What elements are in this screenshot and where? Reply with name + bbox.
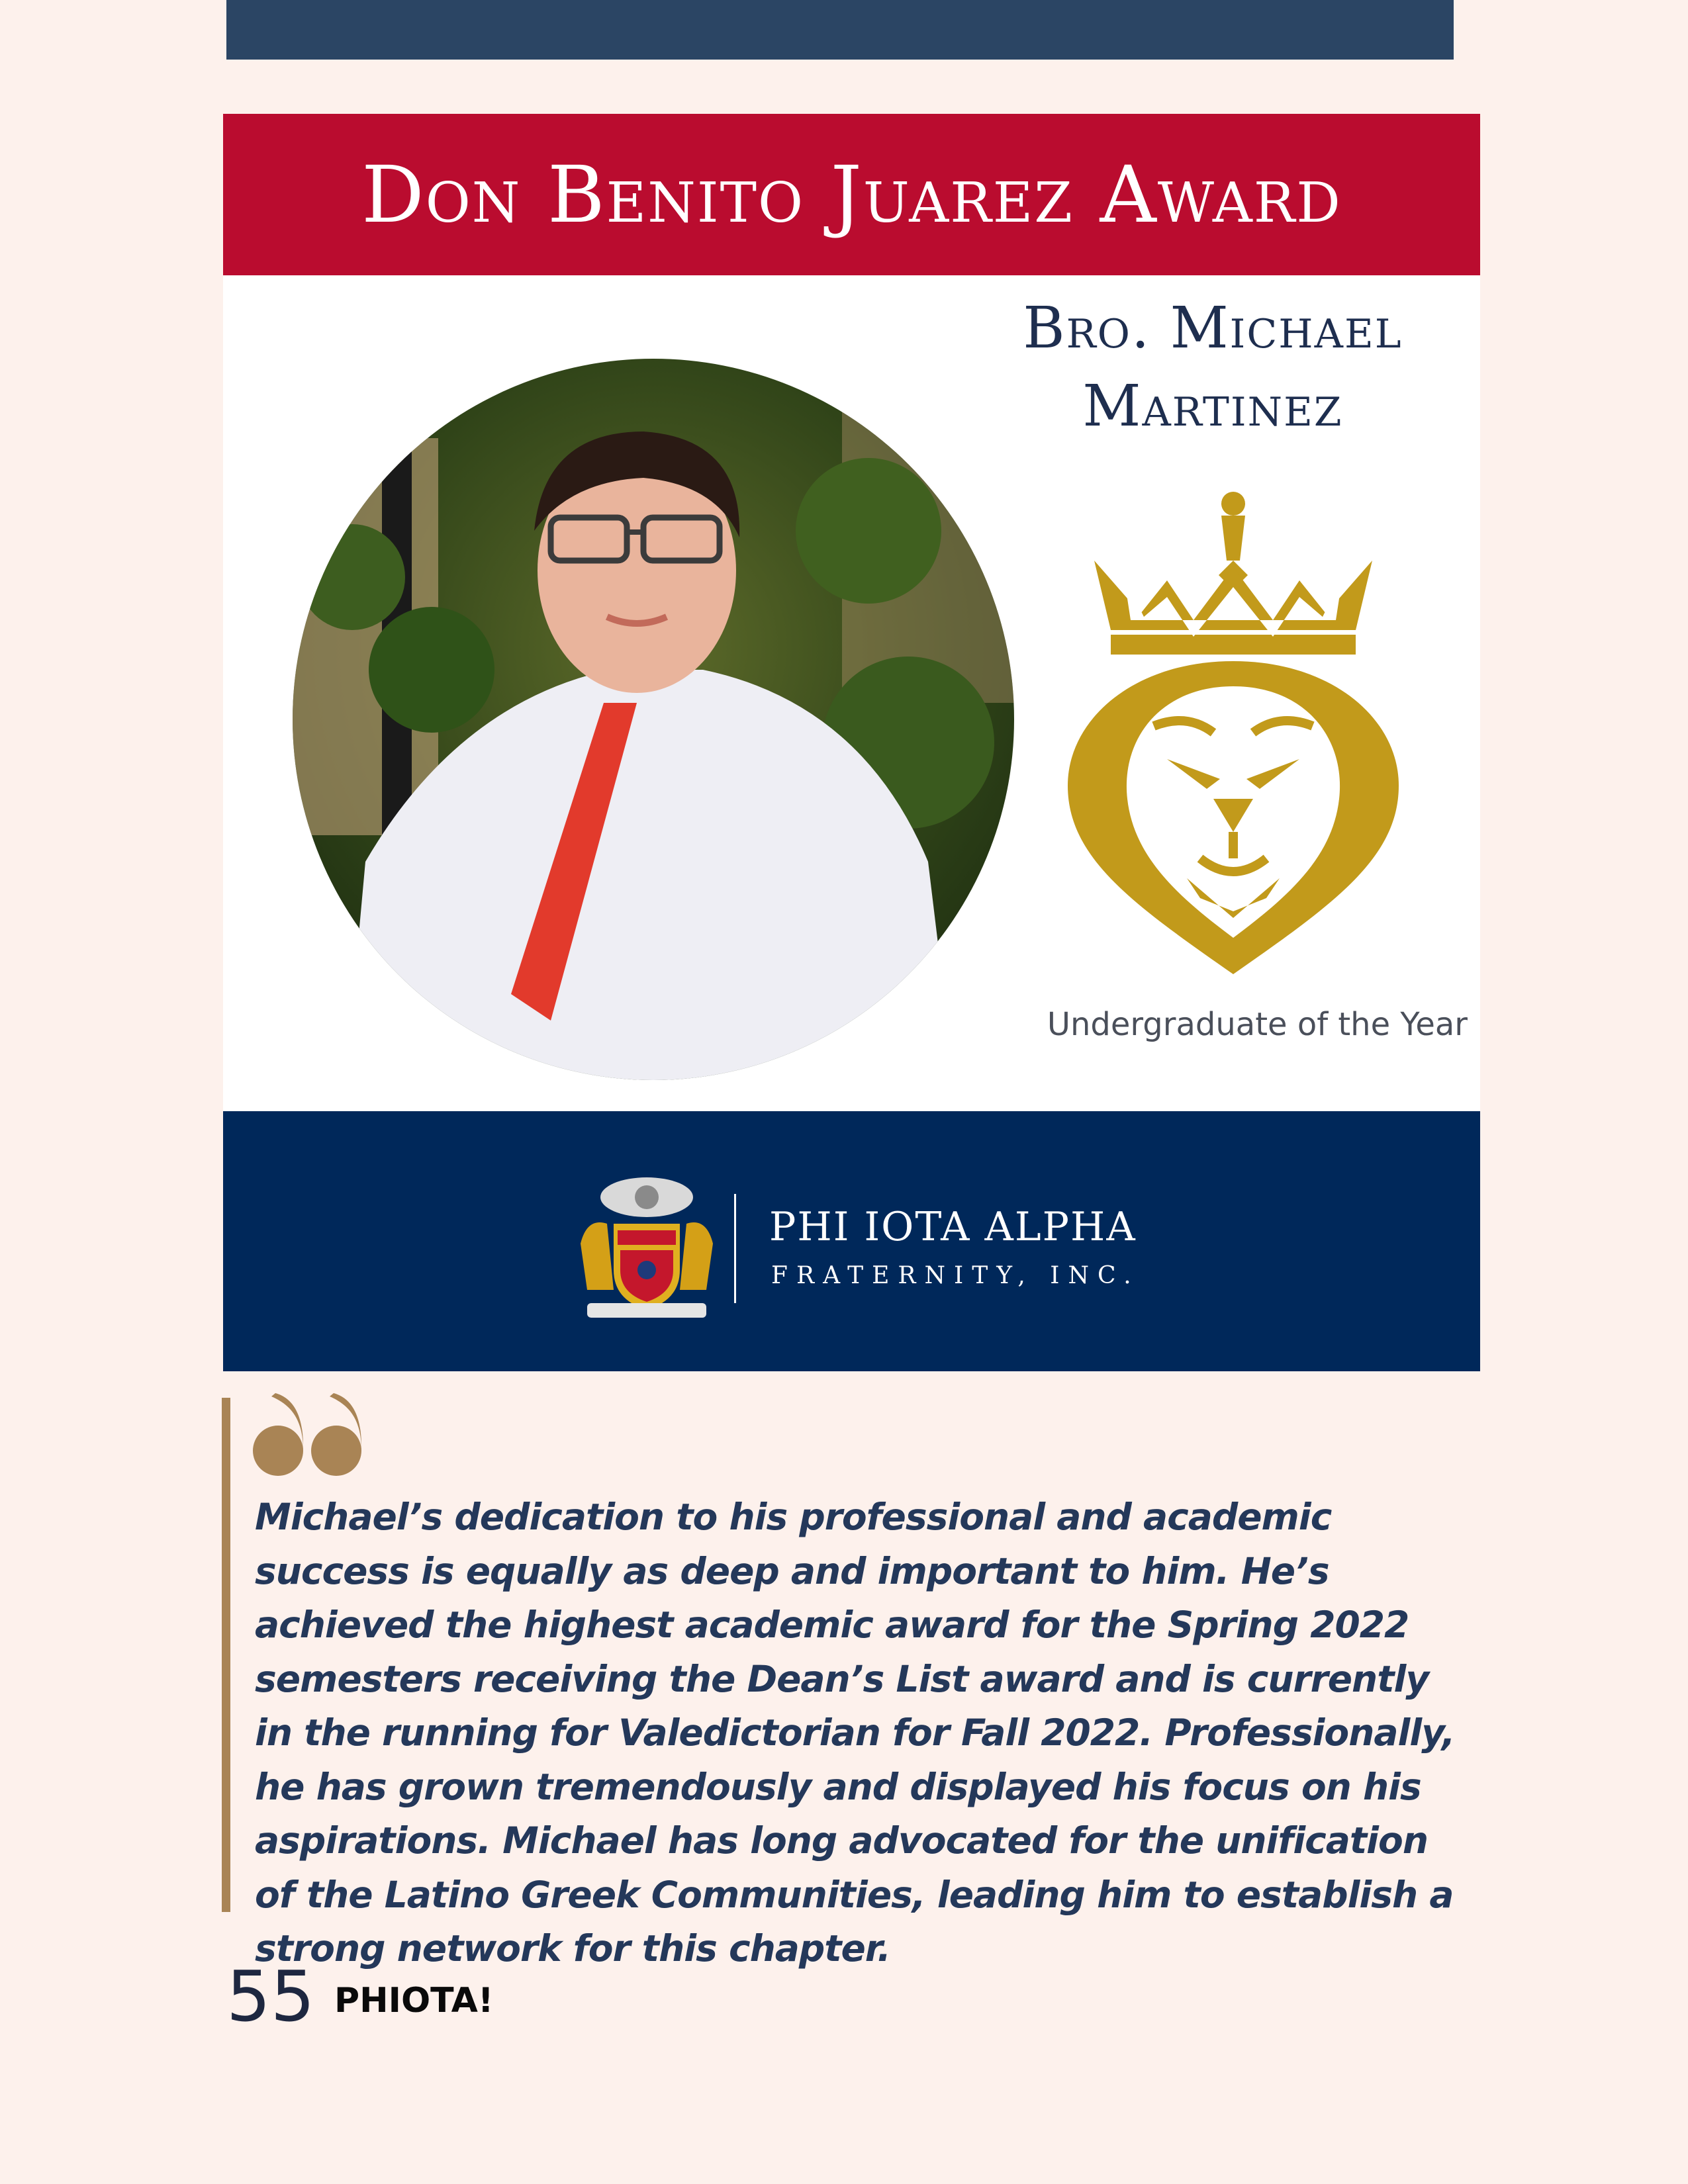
page-number: 55 <box>226 1956 315 2037</box>
publication-name: PHIOTA! <box>334 1981 494 2021</box>
organization-name: PHI IOTA ALPHA <box>769 1204 1137 1250</box>
award-title: Don Benito Juarez Award <box>361 149 1342 240</box>
organization-band <box>223 1111 1480 1371</box>
organization-subtitle: FRATERNITY, INC. <box>771 1262 1140 1289</box>
fraternity-crest-icon <box>574 1171 720 1323</box>
honoree-name-line1: Bro. Michael <box>1023 295 1403 361</box>
honoree-name-line2: Martinez <box>1082 373 1343 439</box>
honoree-name <box>951 289 1474 445</box>
award-card <box>223 114 1480 1371</box>
logo-divider <box>734 1194 736 1303</box>
award-title-band <box>223 114 1480 275</box>
quote-text: Michael’s dedication to his professional and academic success is equally as deep and important to him. He’s achieved the highest academic award for the Spring 2022 semesters receiving the Dean’s List award and is currently in the running for Valedictorian for Fall 2022. Professionally, he has grown tremendously and displayed his focus on his aspirations. Michael has long advocated for the unification of the Latino Greek Communities, leading him to establish a strong network for this chapter. <box>255 1496 1455 1970</box>
award-category: Undergraduate of the Year <box>1047 1006 1468 1043</box>
quote-mark-icon <box>252 1393 364 1479</box>
quote-accent-rule <box>222 1398 230 1912</box>
crowned-lion-icon <box>1055 488 1412 974</box>
honoree-photo <box>293 359 1014 1080</box>
top-bar <box>226 0 1454 60</box>
